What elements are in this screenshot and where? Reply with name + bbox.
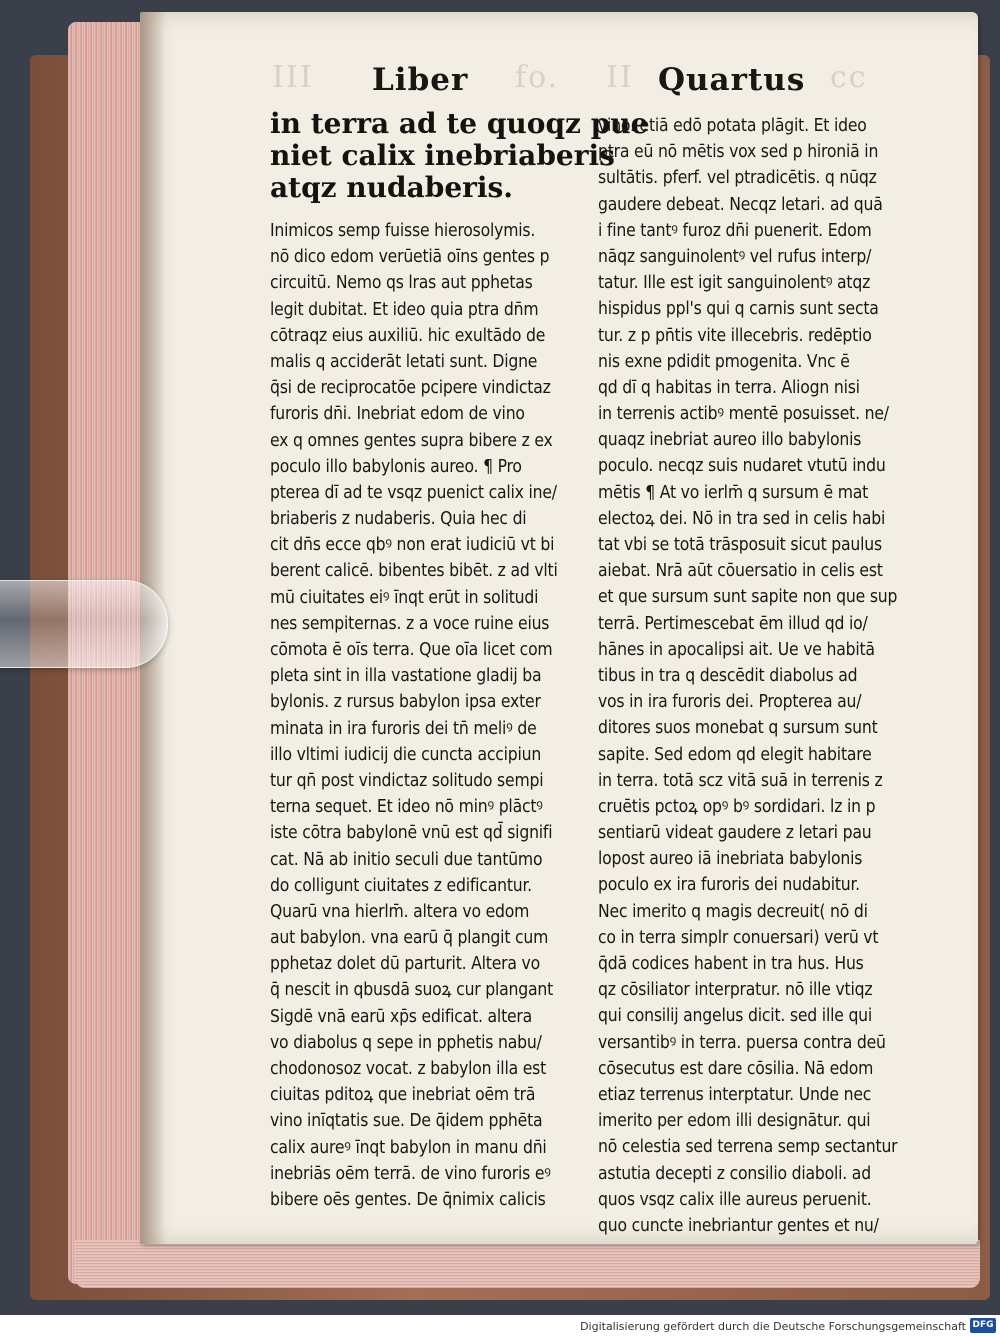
text-line: bibere oēs gentes. De q̄nimix calicis bbox=[270, 1189, 546, 1210]
text-line: Sigdē vnā earū xp̄s edificat. altera bbox=[270, 1006, 533, 1027]
glass-page-weight bbox=[0, 580, 168, 668]
text-line: circuitū. Nemo qs lras aut pphetas bbox=[270, 273, 533, 294]
text-line: et que sursum sunt sapite non que sup bbox=[598, 587, 898, 608]
text-line: hispidus ppl's qui q carnis sunt secta bbox=[598, 299, 879, 320]
heading-line: niet calix inebriaberis bbox=[270, 139, 615, 172]
text-line: sultātis. pferf. vel ptradicētis. q nūqz bbox=[598, 168, 877, 189]
bleed-through-text: III bbox=[272, 60, 314, 95]
text-line: in terrenis actibꝰ mentē posuisset. ne/ bbox=[598, 404, 889, 425]
page-edges-bottom bbox=[75, 1240, 980, 1288]
text-line: qz cōsiliator interpratur. nō ille vtiqz bbox=[598, 980, 873, 1001]
text-line: etiaz terrenus interptatur. Unde nec bbox=[598, 1084, 872, 1105]
text-line: quo cuncte inebriantur gentes et nu/ bbox=[598, 1215, 879, 1236]
text-line: calix aureꝰ īnqt babylon in manu dn̄i bbox=[270, 1137, 547, 1158]
text-line: tibus in tra q descēdit diabolus ad bbox=[598, 665, 858, 686]
heading-line: in terra ad te quoqz pue bbox=[270, 107, 649, 140]
text-line: tur. z p pn̄tis vite illecebris. redēptio bbox=[598, 325, 872, 346]
funding-credit: Digitalisierung gefördert durch die Deutsche Forschungsgemeinschaft bbox=[580, 1320, 966, 1333]
text-line: tatur. Ille est igit sanguinolentꝰ atqz bbox=[598, 273, 871, 294]
bleed-through-text: fo. bbox=[515, 60, 560, 95]
heading-line: atqz nudaberis. bbox=[270, 171, 514, 204]
bleed-through-text: II bbox=[606, 60, 634, 95]
text-line: aiebat. Nrā aūt cōuersatio in celis est bbox=[598, 561, 883, 582]
running-header-left: Liber bbox=[372, 62, 469, 98]
text-line: q̄si de reciprocatōe pcipere vindictaz bbox=[270, 378, 551, 399]
text-line: ptra eū nō mētis vox sed p hironiā in bbox=[598, 142, 879, 163]
text-line: cruētis pctoꝝ opꝰ bꝰ sordidari. lz in p bbox=[598, 796, 876, 817]
text-line: furoris dn̄i. Inebriat edom de vino bbox=[270, 404, 525, 425]
text-line: qui consilij angelus dicit. sed ille qui bbox=[598, 1006, 873, 1027]
text-line: nō dico edom verūetiā oīns gentes p bbox=[270, 247, 550, 268]
text-line: terna sequet. Et ideo nō minꝰ plāctꝰ bbox=[270, 797, 543, 818]
text-column-left bbox=[270, 218, 590, 1213]
text-line: qd dī q habitas in terra. Aliogn nisi bbox=[598, 377, 860, 398]
text-line: quos vsqz calix ille aureus peruenit. bbox=[598, 1189, 872, 1210]
text-line: pterea dī ad te vsqz puenict calix ine/ bbox=[270, 482, 557, 503]
text-line: q̄dā codices habent in tra hus. Hus bbox=[598, 954, 864, 974]
text-line: q̄ nescit in qbusdā suoꝝ cur plangant bbox=[270, 980, 554, 1001]
text-line: mētis ¶ At vo ierlm̄ q sursum ē mat bbox=[598, 482, 869, 503]
text-line: imerito per edom illi designātur. qui bbox=[598, 1111, 871, 1132]
text-line: versantibꝰ in terra. puersa contra deū bbox=[598, 1032, 886, 1053]
text-line: sapite. Sed edom qd elegit habitare bbox=[598, 744, 872, 765]
text-line: vino. etiā edō potata plāgit. Et ideo bbox=[598, 116, 867, 136]
text-line: vino inīqtatis sue. De q̄idem pphēta bbox=[270, 1111, 543, 1132]
text-line: legit dubitat. Et ideo quia ptra dn̄m bbox=[270, 299, 539, 320]
text-line: briaberis z nudaberis. Quia hec di bbox=[270, 509, 527, 530]
text-line: ditores suos monebat q sursum sunt bbox=[598, 718, 878, 739]
text-line: electoꝝ dei. Nō in tra sed in celis habi bbox=[598, 508, 886, 529]
text-line: illo vltimi iudicij die cuncta accipiun bbox=[270, 744, 542, 765]
text-line: mū ciuitates eiꝰ īnqt erūt in solitudi bbox=[270, 587, 539, 608]
text-line: Quarū vna hierlm̄. altera vo edom bbox=[270, 901, 530, 922]
text-line: nō celestia sed terrena semp sectantur bbox=[598, 1137, 898, 1158]
text-line: lopost aureo iā inebriata babylonis bbox=[598, 849, 863, 870]
text-line: pleta sint in illa vastatione gladij ba bbox=[270, 666, 542, 687]
dfg-logo: DFG bbox=[970, 1318, 996, 1333]
text-line: poculo illo babylonis aureo. ¶ Pro bbox=[270, 456, 522, 477]
text-line: sentiarū videat gaudere z letari pau bbox=[598, 823, 872, 844]
text-line: vo diabolus q sepe in pphetis nabu/ bbox=[270, 1032, 542, 1053]
text-line: bylonis. z rursus babylon ipsa exter bbox=[270, 692, 541, 713]
text-line: nis exne pdidit pmogenita. Vnc ē bbox=[598, 351, 850, 372]
text-line: poculo. necqz suis nudaret vtutū indu bbox=[598, 456, 886, 477]
footer-bar bbox=[0, 1315, 1000, 1337]
text-line: cōtraqz eius auxiliū. hic exultādo de bbox=[270, 325, 546, 346]
heading-block bbox=[270, 107, 649, 204]
text-line: tat vbi se totā trāsposuit sicut paulus bbox=[598, 535, 882, 555]
text-line: cit dn̄s ecce qbꝰ non erat iudiciū vt bi bbox=[270, 535, 555, 556]
text-line: inebriās oēm terrā. de vino furoris eꝰ bbox=[270, 1163, 551, 1184]
text-line: nāqz sanguinolentꝰ vel rufus interp/ bbox=[598, 246, 872, 267]
text-line: Nec imerito q magis decreuit( nō di bbox=[598, 901, 868, 922]
text-line: berent calicē. bibentes bibēt. z ad vlti bbox=[270, 561, 558, 582]
text-line: hānes in apocalipsi ait. Ue ve habitā bbox=[598, 639, 875, 660]
text-line: ex q omnes gentes supra bibere z ex bbox=[270, 430, 553, 451]
text-line: aut babylon. vna earū q̄ plangit cum bbox=[270, 928, 549, 949]
text-line: gaudere debeat. Necqz letari. ad quā bbox=[598, 194, 883, 215]
text-line: do colligunt ciuitates z edificantur. bbox=[270, 875, 532, 896]
text-line: Inimicos semp fuisse hierosolymis. bbox=[270, 221, 536, 241]
text-line: astutia decepti z consilio diaboli. ad bbox=[598, 1163, 871, 1184]
text-line: tur qn̄ post vindictaz solitudo sempi bbox=[270, 770, 544, 791]
running-header-right: Quartus bbox=[658, 62, 806, 98]
text-line: cōsecutus est dare cōsilia. Nā edom bbox=[598, 1058, 874, 1079]
text-line: pphetaz dolet dū parturit. Altera vo bbox=[270, 954, 540, 975]
text-line: nes sempiternas. z a voce ruine eius bbox=[270, 613, 550, 634]
text-line: chodonosoz vocat. z babylon illa est bbox=[270, 1059, 547, 1079]
text-line: co in terra simplr conuersari) verū vt bbox=[598, 927, 879, 948]
text-line: ciuitas pditoꝝ que inebriat oēm trā bbox=[270, 1085, 536, 1106]
text-line: minata in ira furoris dei tn̄ meliꝰ de bbox=[270, 718, 537, 739]
text-line: quaqz inebriat aureo illo babylonis bbox=[598, 430, 862, 451]
text-line: terrā. Pertimescebat ēm illud qd io/ bbox=[598, 613, 868, 634]
text-line: cat. Nā ab initio seculi due tantūmo bbox=[270, 849, 543, 870]
text-line: iste cōtra babylonē vnū est qd̄ signifi bbox=[270, 823, 553, 844]
text-column-right bbox=[598, 113, 908, 1239]
text-line: malis q acciderāt letati sunt. Digne bbox=[270, 351, 538, 372]
bleed-through-text: cc bbox=[830, 60, 868, 95]
text-line: i fine tantꝰ furoz dn̄i puenerit. Edom bbox=[598, 220, 872, 241]
text-line: poculo ex ira furoris dei nudabitur. bbox=[598, 875, 860, 896]
text-line: in terra. totā scz vitā suā in terrenis z bbox=[598, 770, 883, 791]
text-line: cōmota ē oīs terra. Que oīa licet com bbox=[270, 640, 553, 660]
text-line: vos in ira furoris dei. Propterea au/ bbox=[598, 692, 862, 713]
